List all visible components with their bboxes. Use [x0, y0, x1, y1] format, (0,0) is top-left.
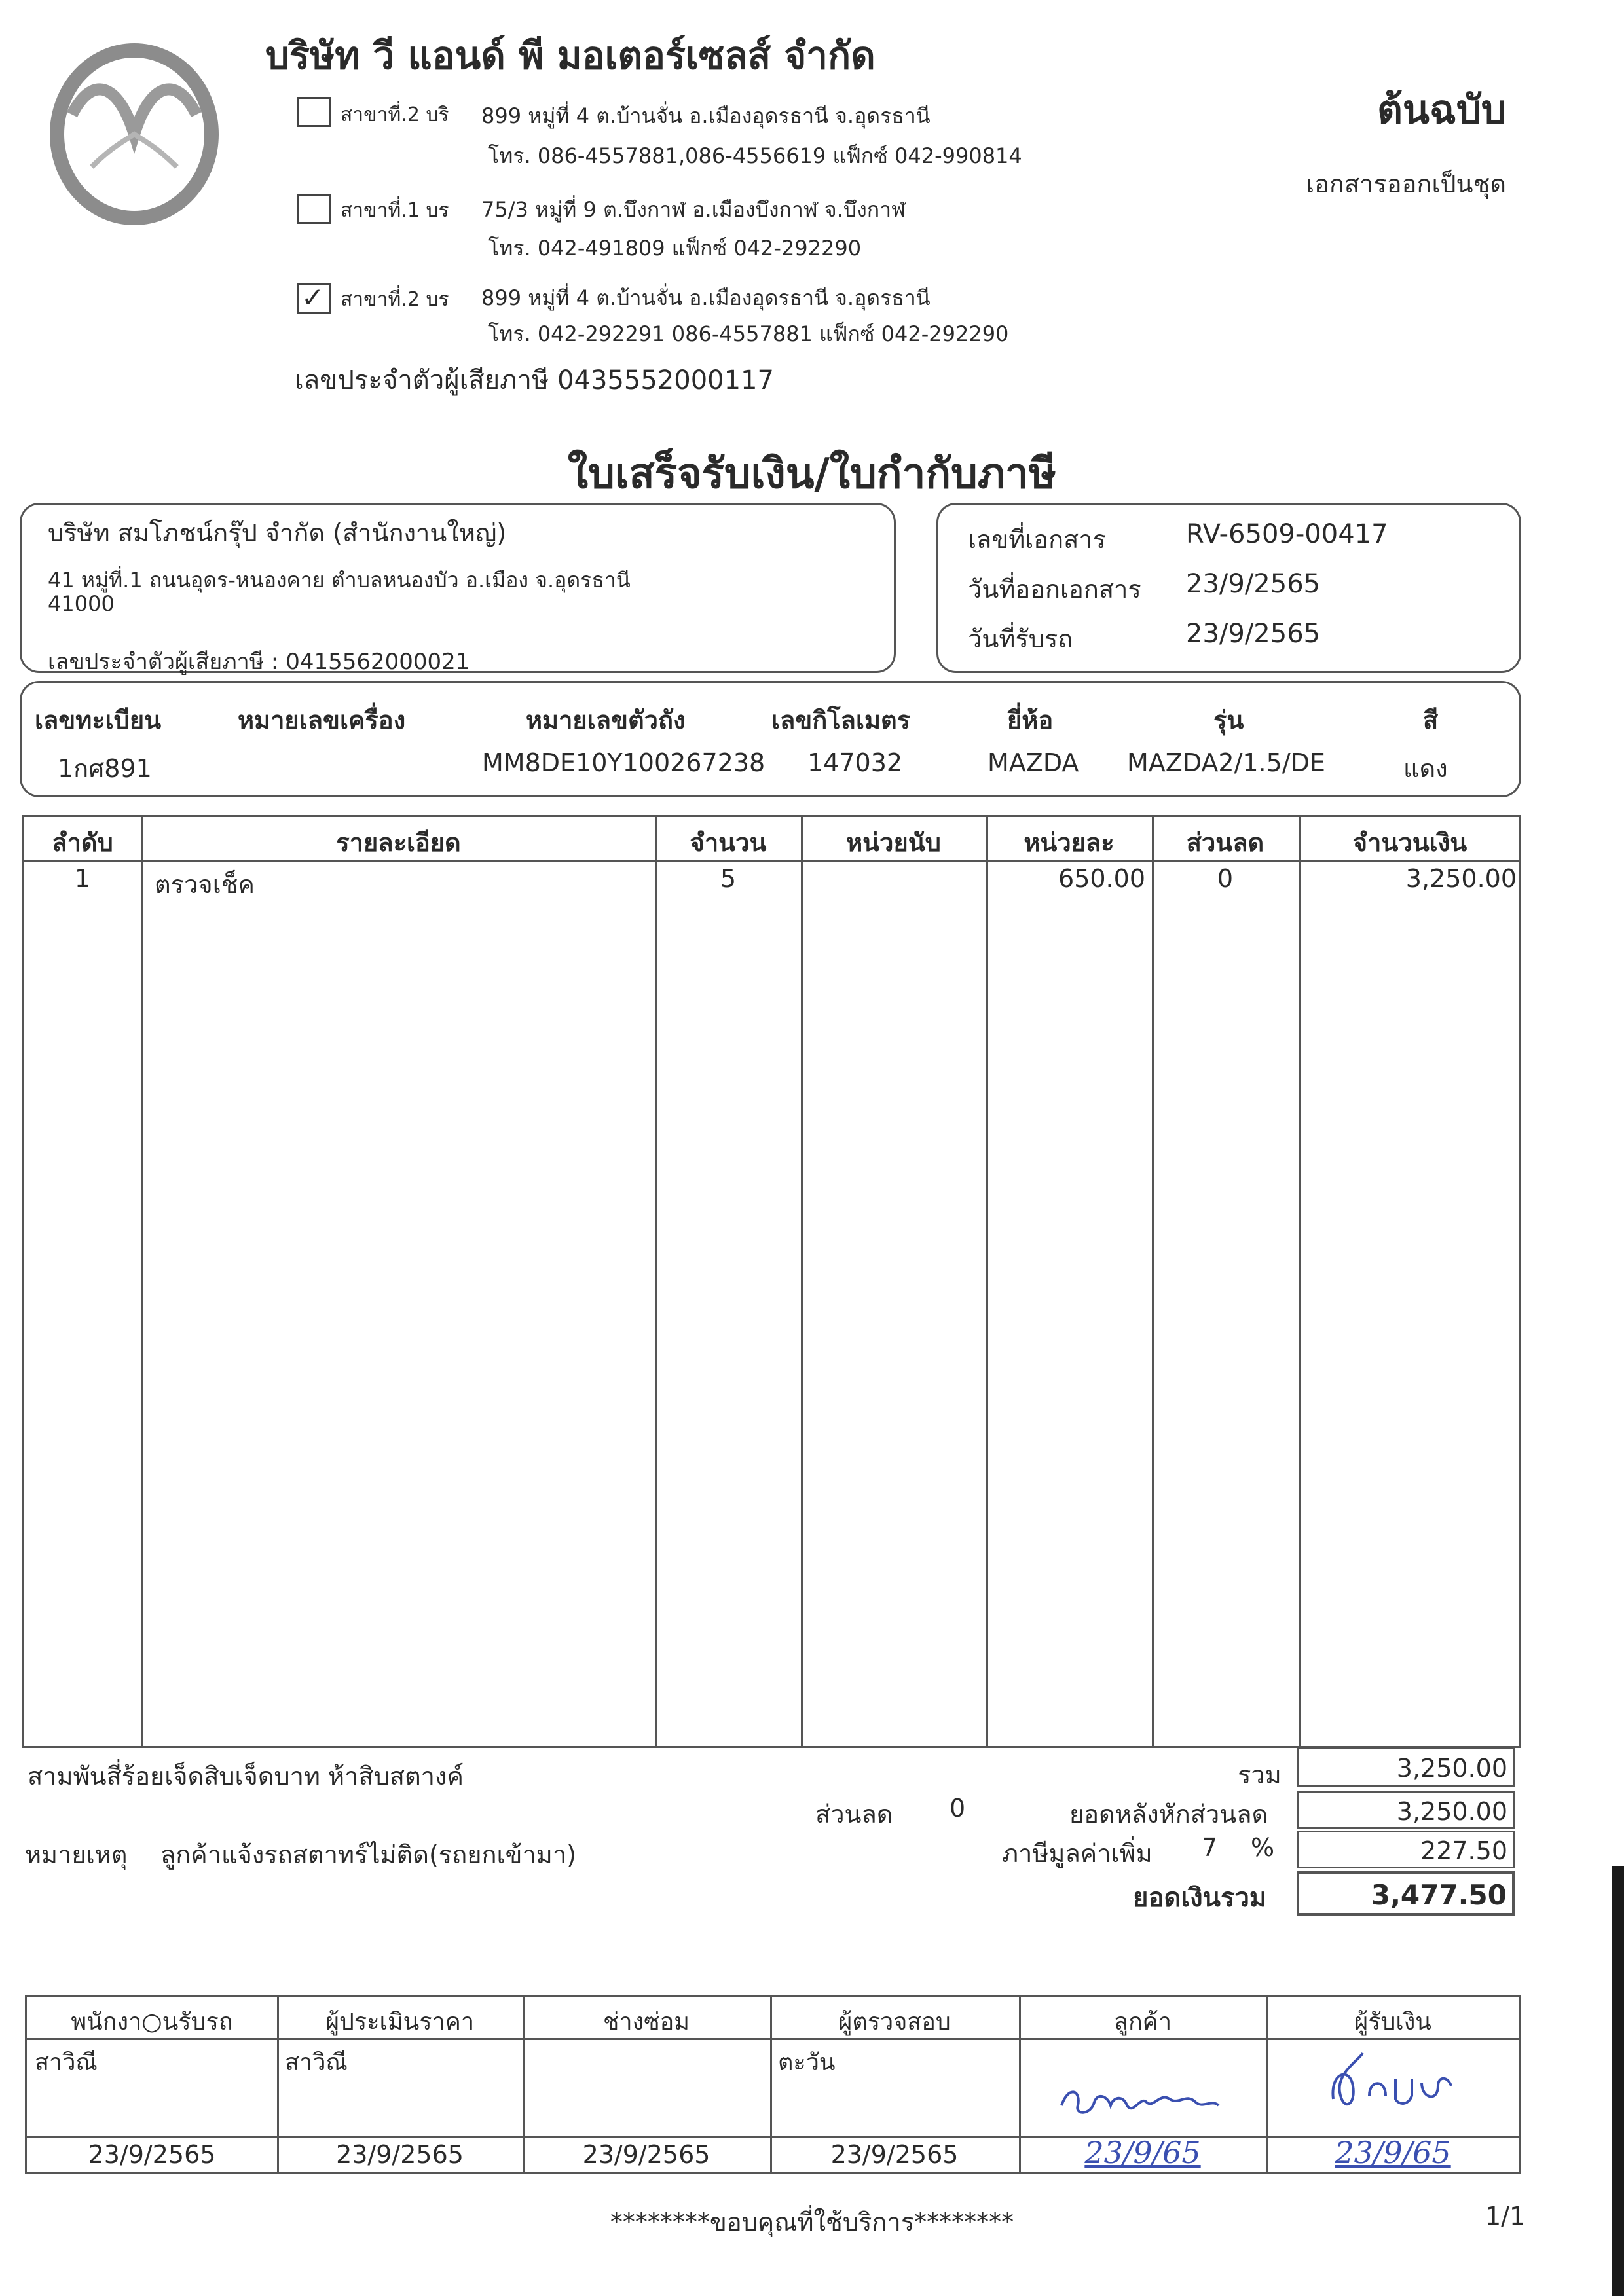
sum-value-box: [1297, 1747, 1515, 1787]
sig-name-receiver: สาวิณี: [35, 2049, 98, 2076]
page-number: 1/1: [1485, 2202, 1526, 2231]
customer-address: 41 หมู่ที่.1 ถนนอุดร-หนองคาย ตำบลหนองบัว อ.เมือง จ.อุดรธานี: [48, 568, 631, 592]
customer-tax-id: เลขประจำตัวผู้เสียภาษี : 0415562000021: [48, 649, 470, 675]
sig-name-estimator: สาวิณี: [285, 2049, 348, 2076]
branch-2-label: สาขาที่.1 บร: [341, 199, 449, 222]
vat-rate: 7: [1202, 1833, 1218, 1862]
col-header-unit: หน่วยนับ: [846, 828, 941, 857]
branch-3-label: สาขาที่.2 บร: [341, 288, 449, 311]
sig-header-mechanic: ช่างซ่อม: [602, 2009, 690, 2035]
vat-value: 227.50: [1420, 1836, 1507, 1865]
branch-2-address: 75/3 หมู่ที่ 9 ต.บึงกาฬ อ.เมืองบึงกาฬ จ.บึงกาฬ: [481, 197, 906, 222]
remark-text: ลูกค้าแจ้งรถสตาทร์ไม่ติด(รถยกเข้ามา): [160, 1840, 576, 1869]
sig-date-cashier: 23/9/65: [1335, 2135, 1451, 2170]
customer-box: [20, 503, 896, 673]
check-mark-icon: ✓: [301, 282, 325, 314]
col-header-discount: ส่วนลด: [1186, 828, 1264, 857]
sig-date-mechanic: 23/9/2565: [582, 2140, 710, 2169]
sig-date-inspector: 23/9/2565: [830, 2140, 959, 2169]
receive-date-label: วันที่รับรถ: [968, 625, 1073, 653]
item-discount: 0: [1217, 864, 1234, 893]
sum-label: รวม: [1238, 1760, 1282, 1789]
thank-you-note: ********ขอบคุณที่ใช้บริการ********: [610, 2208, 1014, 2236]
receive-date: 23/9/2565: [1186, 619, 1321, 649]
customer-name: บริษัท สมโภชน์กรุ๊ป จำกัด (สำนักงานใหญ่): [48, 519, 507, 547]
document-set-label: เอกสารออกเป็นชุด: [1306, 170, 1506, 198]
col-header-amount: จำนวนเงิน: [1352, 828, 1467, 857]
branch-2-contact: โทร. 042-491809 แฟ็กซ์ 042-292290: [488, 236, 862, 261]
items-table: [22, 815, 1521, 1748]
issue-date-label: วันที่ออกเอกสาร: [968, 575, 1141, 604]
grand-total-value: 3,477.50: [1371, 1879, 1507, 1911]
vat-label: ภาษีมูลค่าเพิ่ม: [1002, 1839, 1153, 1868]
discount-value: 0: [950, 1794, 966, 1823]
vehicle-header-model: รุ่น: [1213, 706, 1244, 735]
sig-header-inspector: ผู้ตรวจสอบ: [838, 2009, 951, 2035]
sig-header-receiver: พนักงา○นรับรถ: [71, 2009, 233, 2035]
original-copy-label: ต้นฉบับ: [1376, 87, 1506, 133]
item-no: 1: [74, 864, 91, 893]
item-amount: 3,250.00: [1405, 864, 1517, 893]
vehicle-header-plate: เลขทะเบียน: [35, 706, 162, 735]
discount-label: ส่วนลด: [815, 1800, 893, 1829]
sig-name-inspector: ตะวัน: [778, 2049, 836, 2076]
branch-3-contact: โทร. 042-292291 086-4557881 แฟ็กซ์ 042-292290: [488, 321, 1009, 346]
after-discount-label: ยอดหลังหักส่วนลด: [1069, 1800, 1268, 1829]
vehicle-header-brand: ยี่ห้อ: [1007, 706, 1054, 735]
sig-date-receiver: 23/9/2565: [88, 2140, 216, 2169]
vehicle-model: MAZDA2/1.5/DE: [1127, 748, 1325, 777]
signature-table: [25, 1995, 1521, 2174]
sig-header-estimator: ผู้ประเมินราคา: [325, 2009, 475, 2035]
branch-2-checkbox[interactable]: [297, 194, 331, 224]
sig-header-customer: ลูกค้า: [1113, 2009, 1172, 2035]
item-unit-price: 650.00: [1058, 864, 1145, 893]
vehicle-header-color: สี: [1423, 706, 1439, 735]
item-qty: 5: [720, 864, 737, 893]
sum-value: 3,250.00: [1396, 1754, 1507, 1783]
vehicle-info-box: [20, 681, 1521, 797]
col-header-description: รายละเอียด: [336, 828, 461, 857]
vehicle-chassis-no: MM8DE10Y100267238: [482, 748, 766, 777]
sig-date-estimator: 23/9/2565: [336, 2140, 464, 2169]
vehicle-plate: 1กศ891: [58, 754, 152, 783]
item-description: ตรวจเช็ค: [155, 870, 255, 899]
col-header-no: ลำดับ: [52, 828, 113, 857]
doc-number-label: เลขที่เอกสาร: [968, 525, 1107, 554]
branch-3-checkbox[interactable]: [297, 283, 331, 314]
vat-percent-sign: %: [1251, 1833, 1275, 1862]
branch-1-label: สาขาที่.2 บริ: [341, 103, 449, 126]
company-logo: [46, 36, 223, 226]
vehicle-brand: MAZDA: [987, 748, 1079, 777]
cashier-signature: [1323, 2047, 1461, 2125]
document-info-box: [936, 503, 1521, 673]
vehicle-header-chassis: หมายเลขตัวถัง: [526, 706, 686, 735]
customer-signature: [1055, 2069, 1225, 2128]
sig-header-cashier: ผู้รับเงิน: [1354, 2009, 1431, 2035]
company-name: บริษัท วี แอนด์ พี มอเตอร์เซลส์ จำกัด: [265, 33, 876, 78]
vehicle-header-engine: หมายเลขเครื่อง: [238, 706, 406, 735]
sig-date-customer: 23/9/65: [1084, 2135, 1201, 2170]
remark-label: หมายเหตุ: [25, 1840, 128, 1869]
amount-in-words: สามพันสี่ร้อยเจ็ดสิบเจ็ดบาท ห้าสิบสตางค์: [28, 1762, 464, 1791]
branch-1-checkbox[interactable]: [297, 97, 331, 127]
vehicle-mileage: 147032: [807, 748, 903, 777]
branch-1-contact: โทร. 086-4557881,086-4556619 แฟ็กซ์ 042-990814: [488, 143, 1022, 168]
after-discount-value: 3,250.00: [1396, 1797, 1507, 1826]
scan-edge: [1612, 1866, 1624, 2296]
branch-1-address: 899 หมู่ที่ 4 ต.บ้านจั่น อ.เมืองอุดรธานี จ.อุดรธานี: [481, 103, 931, 128]
grand-total-box: [1297, 1871, 1515, 1916]
vehicle-header-mileage: เลขกิโลเมตร: [771, 706, 911, 735]
doc-number: RV-6509-00417: [1186, 519, 1388, 549]
issue-date: 23/9/2565: [1186, 569, 1321, 599]
col-header-qty: จำนวน: [690, 828, 767, 857]
customer-postcode: 41000: [48, 591, 115, 616]
company-tax-id: เลขประจำตัวผู้เสียภาษี 0435552000117: [295, 365, 774, 395]
grand-total-label: ยอดเงินรวม: [1133, 1883, 1267, 1913]
document-title: ใบเสร็จรับเงิน/ใบกำกับภาษี: [567, 450, 1057, 498]
after-discount-box: [1297, 1791, 1515, 1829]
vat-value-box: [1297, 1831, 1515, 1868]
branch-3-address: 899 หมู่ที่ 4 ต.บ้านจั่น อ.เมืองอุดรธานี จ.อุดรธานี: [481, 285, 931, 310]
vehicle-color: แดง: [1403, 754, 1448, 783]
col-header-unit-price: หน่วยละ: [1024, 828, 1115, 857]
